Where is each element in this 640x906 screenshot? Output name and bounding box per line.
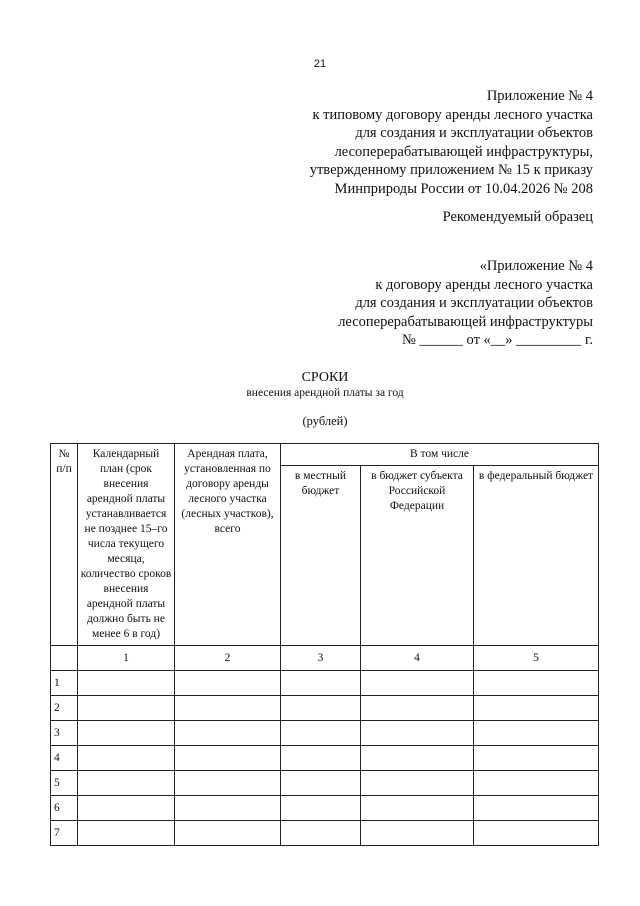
table-row bbox=[51, 671, 599, 696]
table-cell[interactable] bbox=[78, 746, 175, 771]
table-cell[interactable] bbox=[175, 746, 281, 771]
annex-header-line: лесоперерабатывающей инфраструктуры, bbox=[334, 143, 593, 160]
header-federal-budget: в федеральный бюджет bbox=[474, 466, 599, 646]
table-cell[interactable] bbox=[474, 746, 599, 771]
table-row bbox=[51, 796, 599, 821]
table-cell[interactable] bbox=[361, 696, 474, 721]
table-cell[interactable] bbox=[361, 796, 474, 821]
table-cell[interactable] bbox=[474, 671, 599, 696]
annex-header bbox=[310, 87, 593, 198]
table-cell[interactable] bbox=[361, 671, 474, 696]
table-row bbox=[51, 821, 599, 846]
table-cell[interactable] bbox=[175, 771, 281, 796]
sample-label bbox=[443, 208, 593, 227]
column-number bbox=[51, 646, 78, 671]
table-cell[interactable] bbox=[281, 796, 361, 821]
contract-annex-line: для создания и эксплуатации объектов bbox=[355, 295, 593, 311]
table-cell[interactable] bbox=[474, 796, 599, 821]
table-cell[interactable] bbox=[474, 821, 599, 846]
document-title: СРОКИ bbox=[301, 370, 349, 385]
table-cell[interactable] bbox=[78, 796, 175, 821]
header-regional-budget: в бюджет субъекта Российской Федерации bbox=[361, 466, 474, 646]
annex-header-line: Приложение № 4 bbox=[486, 88, 593, 104]
table-row bbox=[51, 771, 599, 796]
table-cell[interactable] bbox=[474, 696, 599, 721]
table-cell[interactable] bbox=[78, 721, 175, 746]
table-cell[interactable] bbox=[281, 746, 361, 771]
contract-annex bbox=[338, 257, 593, 350]
header-row-number: № п/п bbox=[51, 444, 78, 646]
row-number: 4 bbox=[51, 746, 78, 771]
row-number: 1 bbox=[51, 671, 78, 696]
table-cell[interactable] bbox=[78, 696, 175, 721]
table-cell[interactable] bbox=[361, 821, 474, 846]
table-cell[interactable] bbox=[474, 721, 599, 746]
document-subtitle: внесения арендной платы за год bbox=[246, 387, 404, 399]
sample-label-text: Рекомендуемый образец bbox=[442, 209, 593, 225]
row-number: 3 bbox=[51, 721, 78, 746]
column-number: 4 bbox=[361, 646, 474, 671]
table-row bbox=[51, 746, 599, 771]
table-row bbox=[51, 696, 599, 721]
table-row bbox=[51, 721, 599, 746]
row-number: 7 bbox=[51, 821, 78, 846]
annex-header-line: утвержденному приложением № 15 к приказу bbox=[309, 162, 593, 178]
table-cell[interactable] bbox=[78, 821, 175, 846]
annex-header-line: Минприроды России от 10.04.2026 № 208 bbox=[334, 180, 593, 197]
header-local-budget: в местный бюджет bbox=[281, 466, 361, 646]
contract-annex-line: № ______ от «__» _________ г. bbox=[401, 332, 593, 348]
column-number: 2 bbox=[175, 646, 281, 671]
table-cell[interactable] bbox=[175, 821, 281, 846]
header-calendar-plan: Календарный план (срок внесения арендной платы устанавливается не позднее 15–го числа текущего месяца, количество сроков внесения арендной платы должно быть не менее 6 в год) bbox=[78, 444, 175, 646]
table-cell[interactable] bbox=[175, 721, 281, 746]
units-label: (рублей) bbox=[302, 414, 348, 428]
table-cell[interactable] bbox=[281, 771, 361, 796]
row-number: 5 bbox=[51, 771, 78, 796]
table-cell[interactable] bbox=[281, 696, 361, 721]
header-rent-total: Арендная плата, установленная по договору аренды лесного участка (лесных участков), всего bbox=[175, 444, 281, 646]
table-cell[interactable] bbox=[281, 821, 361, 846]
column-number: 3 bbox=[281, 646, 361, 671]
table-header-row bbox=[51, 444, 599, 466]
table-cell[interactable] bbox=[175, 671, 281, 696]
table-cell[interactable] bbox=[474, 771, 599, 796]
table-cell[interactable] bbox=[78, 771, 175, 796]
contract-annex-line: лесоперерабатывающей инфраструктуры bbox=[338, 313, 593, 330]
table-cell[interactable] bbox=[175, 796, 281, 821]
contract-annex-line: к договору аренды лесного участка bbox=[375, 276, 593, 293]
table-cell[interactable] bbox=[361, 746, 474, 771]
contract-annex-line: «Приложение № 4 bbox=[479, 258, 593, 274]
header-including-group: В том числе bbox=[281, 444, 599, 466]
table-cell[interactable] bbox=[361, 771, 474, 796]
table-cell[interactable] bbox=[281, 671, 361, 696]
column-number: 5 bbox=[474, 646, 599, 671]
row-number: 2 bbox=[51, 696, 78, 721]
page-number: 21 bbox=[313, 58, 327, 70]
column-number: 1 bbox=[78, 646, 175, 671]
table-cell[interactable] bbox=[175, 696, 281, 721]
annex-header-line: для создания и эксплуатации объектов bbox=[355, 125, 593, 141]
table-cell[interactable] bbox=[361, 721, 474, 746]
table-cell[interactable] bbox=[78, 671, 175, 696]
annex-header-line: к типовому договору аренды лесного участка bbox=[312, 106, 593, 123]
table-cell[interactable] bbox=[281, 721, 361, 746]
row-number: 6 bbox=[51, 796, 78, 821]
payment-schedule-table bbox=[50, 443, 599, 846]
column-number-row bbox=[51, 646, 599, 671]
